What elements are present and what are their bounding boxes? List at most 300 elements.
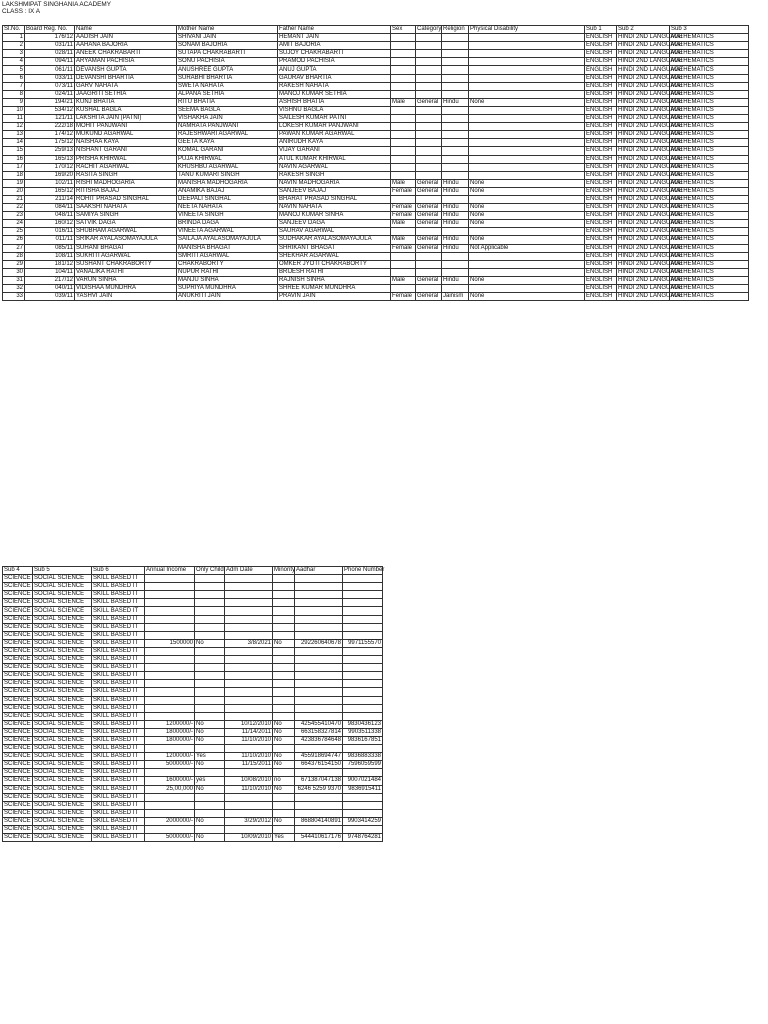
cell-sub-1: ENGLISH: [585, 106, 617, 114]
cell-sex: [391, 50, 416, 58]
cell-sex: Male: [391, 98, 416, 106]
cell-physical-disability: [469, 123, 585, 131]
class-label: CLASS : IX A: [2, 8, 41, 15]
table-row: [3, 696, 383, 704]
cell-physical-disability: None: [469, 236, 585, 244]
cell-father-name: OMKER JYOTI CHAKRABORTY: [278, 260, 391, 268]
table-row: [3, 276, 749, 284]
cell-minority: [273, 745, 295, 753]
cell-mother-name: RITU BHATIA: [177, 98, 278, 106]
cell-minority: [273, 623, 295, 631]
table-header-row: [3, 26, 749, 34]
cell-category: [416, 163, 442, 171]
cell-sex: Female: [391, 293, 416, 301]
cell-mother-name: VINEETA SINGH: [177, 212, 278, 220]
cell-adm-date: [225, 801, 273, 809]
cell-sub-6: SKILL BASED IT: [92, 591, 145, 599]
cell-sub-5: SOCIAL SCIENCE: [33, 583, 92, 591]
cell-annual-income: [145, 583, 195, 591]
cell-sub-4: SCIENCE: [4, 801, 31, 808]
table-row: [3, 817, 383, 825]
cell-sl-no: 13: [3, 131, 25, 139]
cell-sex: [391, 252, 416, 260]
cell-sex: [391, 195, 416, 203]
cell-religion: [442, 195, 469, 203]
cell-minority: No: [273, 753, 295, 761]
cell-category: [416, 131, 442, 139]
cell-sub-2: HINDI 2ND LANGUAGE: [618, 260, 684, 267]
cell-category: General: [416, 220, 442, 228]
cell-sub-5: SOCIAL SCIENCE: [33, 704, 92, 712]
cell-sl-no: 9: [3, 98, 25, 106]
cell-sex: Male: [391, 179, 416, 187]
cell-minority: [273, 793, 295, 801]
cell-sex: [391, 58, 416, 66]
cell-sub-5: SOCIAL SCIENCE: [33, 631, 92, 639]
cell-physical-disability: [469, 74, 585, 82]
cell-sub-2: HINDI 2ND LANGUAGE: [618, 155, 684, 162]
cell-physical-disability: [469, 252, 585, 260]
cell-board-reg-no: 040/11: [25, 285, 75, 293]
cell-physical-disability: [469, 106, 585, 114]
table-row: [3, 623, 383, 631]
cell-sub-2: HINDI 2ND LANGUAGE: [618, 106, 684, 113]
table-row: [3, 34, 749, 42]
table-row: [3, 761, 383, 769]
cell-sub-4: SCIENCE: [4, 753, 31, 760]
cell-father-name: VISHNU BAGLA: [278, 106, 391, 114]
table-row: [3, 785, 383, 793]
table-row: [3, 583, 383, 591]
table-row: [3, 656, 383, 664]
cell-mother-name: VISHAKHA JAIN: [177, 115, 278, 123]
cell-name: PRISHA KHIRWAL: [75, 155, 177, 163]
table-row: [3, 712, 383, 720]
table-row: [3, 58, 749, 66]
cell-name: SAMIYA SINGH: [75, 212, 177, 220]
cell-phone-number: 9971155570: [343, 639, 383, 647]
cell-religion: [442, 90, 469, 98]
cell-phone-number: 9830436123: [343, 720, 383, 728]
cell-sex: Male: [391, 236, 416, 244]
cell-category: General: [416, 187, 442, 195]
cell-sub-2: HINDI 2ND LANGUAGE: [618, 90, 684, 97]
cell-board-reg-no: 028/11: [25, 50, 75, 58]
cell-only-child: yes: [195, 777, 225, 785]
cell-name: DEVANSHI BHARTIA: [75, 74, 177, 82]
cell-mother-name: SHIVANI JAIN: [177, 34, 278, 42]
column-header-adm-date: Adm Date: [225, 567, 273, 575]
cell-sub-3: MATHEMATICS: [670, 179, 749, 187]
cell-sl-no: 31: [3, 276, 25, 284]
cell-sub-4: SCIENCE: [4, 826, 31, 833]
cell-only-child: [195, 631, 225, 639]
cell-category: [416, 228, 442, 236]
cell-sex: [391, 90, 416, 98]
cell-minority: No: [273, 720, 295, 728]
cell-aadhar: [295, 607, 343, 615]
cell-religion: [442, 58, 469, 66]
cell-aadhar: [295, 769, 343, 777]
cell-mother-name: SUPRIYA MUNDHRA: [177, 285, 278, 293]
cell-adm-date: 11/10/2010: [225, 736, 273, 744]
cell-aadhar: [295, 631, 343, 639]
cell-religion: Hindu: [442, 244, 469, 252]
cell-father-name: RAKESH SINGH: [278, 171, 391, 179]
cell-only-child: [195, 696, 225, 704]
cell-board-reg-no: 181/12: [25, 260, 75, 268]
cell-minority: No: [273, 639, 295, 647]
cell-category: [416, 82, 442, 90]
cell-father-name: PAWAN KUMAR AGARWAL: [278, 131, 391, 139]
cell-adm-date: 10/12/2010: [225, 720, 273, 728]
cell-category: [416, 268, 442, 276]
cell-annual-income: [145, 826, 195, 834]
cell-only-child: No: [195, 639, 225, 647]
cell-board-reg-no: 094/11: [25, 58, 75, 66]
cell-sub-4: SCIENCE: [4, 656, 31, 663]
cell-sub-4: SCIENCE: [4, 745, 31, 752]
cell-sub-5: SOCIAL SCIENCE: [33, 664, 92, 672]
cell-sub-5: SOCIAL SCIENCE: [33, 777, 92, 785]
cell-minority: [273, 591, 295, 599]
cell-sub-1: ENGLISH: [585, 171, 617, 179]
cell-annual-income: [145, 623, 195, 631]
cell-sub-4: SCIENCE: [4, 809, 31, 816]
cell-sub-5: SOCIAL SCIENCE: [33, 712, 92, 720]
cell-board-reg-no: 031/11: [25, 42, 75, 50]
cell-sub-2: HINDI 2ND LANGUAGE: [618, 204, 684, 211]
cell-only-child: [195, 575, 225, 583]
cell-board-reg-no: 085/11: [25, 244, 75, 252]
column-header-sl-no: Sl.No.: [3, 26, 25, 34]
cell-sub-3: MATHEMATICS: [670, 163, 749, 171]
cell-board-reg-no: 102/11: [25, 179, 75, 187]
cell-father-name: SAURAV AGARWAL: [278, 228, 391, 236]
cell-category: General: [416, 179, 442, 187]
cell-sub-5: SOCIAL SCIENCE: [33, 736, 92, 744]
cell-sl-no: 32: [3, 285, 25, 293]
cell-sex: [391, 74, 416, 82]
cell-sub-4: SCIENCE: [4, 688, 31, 695]
cell-category: [416, 66, 442, 74]
cell-sub-5: SOCIAL SCIENCE: [33, 785, 92, 793]
cell-minority: [273, 801, 295, 809]
cell-board-reg-no: 165/13: [25, 155, 75, 163]
cell-aadhar: 425455410470: [295, 720, 343, 728]
cell-sl-no: 26: [3, 236, 25, 244]
column-header-aadhar: Aadhar: [295, 567, 343, 575]
cell-adm-date: 11/14/2011: [225, 728, 273, 736]
cell-only-child: [195, 745, 225, 753]
table-row: [3, 228, 749, 236]
cell-sub-4: SCIENCE: [4, 607, 31, 614]
cell-adm-date: 3/29/2012: [225, 817, 273, 825]
cell-mother-name: NEETA NAHATA: [177, 204, 278, 212]
table-row: [3, 66, 749, 74]
cell-name: GARV NAHATA: [75, 82, 177, 90]
cell-sub-2: HINDI 2ND LANGUAGE: [618, 42, 684, 49]
cell-sub-1: ENGLISH: [585, 293, 617, 301]
cell-sub-1: ENGLISH: [585, 82, 617, 90]
cell-mother-name: NAMRATA PANJWANI: [177, 123, 278, 131]
cell-sub-6: SKILL BASED IT: [92, 688, 145, 696]
cell-category: [416, 74, 442, 82]
cell-minority: [273, 712, 295, 720]
cell-annual-income: 1200000/-: [145, 753, 195, 761]
cell-sl-no: 4: [3, 58, 25, 66]
cell-adm-date: [225, 696, 273, 704]
table-row: [3, 131, 749, 139]
cell-sex: [391, 285, 416, 293]
cell-sub-2: HINDI 2ND LANGUAGE: [618, 34, 684, 41]
cell-sub-6: SKILL BASED IT: [92, 769, 145, 777]
cell-physical-disability: [469, 228, 585, 236]
cell-phone-number: [343, 575, 383, 583]
cell-sl-no: 16: [3, 155, 25, 163]
cell-annual-income: [145, 591, 195, 599]
cell-religion: [442, 163, 469, 171]
table-row: [3, 106, 749, 114]
cell-sub-5: SOCIAL SCIENCE: [33, 672, 92, 680]
cell-board-reg-no: 534/12: [25, 106, 75, 114]
cell-adm-date: [225, 809, 273, 817]
cell-sub-6: SKILL BASED IT: [92, 817, 145, 825]
column-header-annual-income: Annual Income: [145, 567, 195, 575]
table-row: [3, 834, 383, 842]
cell-board-reg-no: 176/12: [25, 34, 75, 42]
cell-sl-no: 8: [3, 90, 25, 98]
cell-adm-date: 11/15/2011: [225, 761, 273, 769]
cell-physical-disability: [469, 131, 585, 139]
cell-sub-5: SOCIAL SCIENCE: [33, 647, 92, 655]
cell-phone-number: [343, 680, 383, 688]
cell-category: General: [416, 98, 442, 106]
table-row: [3, 204, 749, 212]
cell-sub-4: SCIENCE: [4, 664, 31, 671]
cell-name: RACHIT AGARWAL: [75, 163, 177, 171]
cell-physical-disability: [469, 195, 585, 203]
cell-sub-3: MATHEMATICS: [670, 285, 749, 293]
cell-only-child: [195, 607, 225, 615]
cell-religion: [442, 131, 469, 139]
cell-aadhar: [295, 801, 343, 809]
cell-religion: [442, 228, 469, 236]
cell-only-child: No: [195, 834, 225, 842]
column-header-board-reg-no: Board Reg. No.: [25, 26, 75, 34]
cell-board-reg-no: 175/12: [25, 139, 75, 147]
cell-sub-5: SOCIAL SCIENCE: [33, 599, 92, 607]
table-row: [3, 90, 749, 98]
cell-sex: [391, 34, 416, 42]
cell-name: SHUBHAM AGARWAL: [75, 228, 177, 236]
cell-phone-number: [343, 599, 383, 607]
cell-sub-4: SCIENCE: [4, 785, 31, 792]
cell-mother-name: MANJU SINHA: [177, 276, 278, 284]
cell-physical-disability: None: [469, 187, 585, 195]
cell-board-reg-no: 160/12: [25, 220, 75, 228]
cell-name: SUKRITI AGARWAL: [75, 252, 177, 260]
cell-minority: no: [273, 777, 295, 785]
cell-physical-disability: [469, 50, 585, 58]
cell-only-child: [195, 599, 225, 607]
cell-board-reg-no: 222/18: [25, 123, 75, 131]
cell-sub-1: ENGLISH: [585, 228, 617, 236]
table-row: [3, 631, 383, 639]
cell-father-name: RAKESH NAHATA: [278, 82, 391, 90]
table-row: [3, 793, 383, 801]
cell-annual-income: [145, 769, 195, 777]
cell-sub-3: MATHEMATICS: [670, 82, 749, 90]
cell-sub-6: SKILL BASED IT: [92, 736, 145, 744]
cell-board-reg-no: 024/11: [25, 90, 75, 98]
cell-only-child: [195, 623, 225, 631]
cell-father-name: VIJAY GARANI: [278, 147, 391, 155]
cell-sub-1: ENGLISH: [585, 155, 617, 163]
column-header-sub-3: Sub 3: [670, 26, 749, 34]
cell-mother-name: VINEETA AGARWAL: [177, 228, 278, 236]
cell-sub-1: ENGLISH: [585, 212, 617, 220]
cell-sub-2: HINDI 2ND LANGUAGE: [618, 163, 684, 170]
cell-sex: [391, 139, 416, 147]
cell-annual-income: [145, 656, 195, 664]
cell-father-name: SANJEEV DAGA: [278, 220, 391, 228]
cell-sub-1: ENGLISH: [585, 187, 617, 195]
cell-sub-1: ENGLISH: [585, 244, 617, 252]
cell-annual-income: 5000000/-: [145, 834, 195, 842]
cell-father-name: LOKESH KUMAR PANJWANI: [278, 123, 391, 131]
cell-physical-disability: None: [469, 204, 585, 212]
cell-annual-income: 1500000: [145, 639, 195, 647]
cell-name: LAKSHITA JAIN (PATNI): [75, 115, 177, 123]
cell-physical-disability: [469, 34, 585, 42]
table-row: [3, 115, 749, 123]
cell-sub-1: ENGLISH: [585, 115, 617, 123]
cell-sub-4: SCIENCE: [4, 631, 31, 638]
cell-sub-3: MATHEMATICS: [670, 66, 749, 74]
cell-physical-disability: [469, 147, 585, 155]
cell-father-name: PRAVIN JAIN: [278, 293, 391, 301]
cell-sub-4: SCIENCE: [4, 777, 31, 784]
cell-religion: [442, 147, 469, 155]
cell-sub-3: MATHEMATICS: [670, 106, 749, 114]
cell-name: MOHIT PANJWANI: [75, 123, 177, 131]
cell-aadhar: [295, 591, 343, 599]
cell-sex: [391, 268, 416, 276]
cell-sub-2: HINDI 2ND LANGUAGE: [618, 293, 684, 300]
cell-physical-disability: [469, 171, 585, 179]
table-row: [3, 615, 383, 623]
cell-mother-name: GEETA KAYA: [177, 139, 278, 147]
cell-only-child: No: [195, 728, 225, 736]
cell-phone-number: 9836167851: [343, 736, 383, 744]
column-header-category: Category: [417, 26, 442, 33]
cell-board-reg-no: 048/11: [25, 212, 75, 220]
cell-name: MUKUND AGARWAL: [75, 131, 177, 139]
cell-sub-4: SCIENCE: [4, 737, 31, 744]
cell-sub-3: MATHEMATICS: [670, 195, 749, 203]
cell-sub-2: HINDI 2ND LANGUAGE: [618, 285, 684, 292]
cell-aadhar: [295, 583, 343, 591]
cell-minority: Yes: [273, 834, 295, 842]
cell-name: RASITA SINGH: [75, 171, 177, 179]
cell-religion: [442, 139, 469, 147]
cell-physical-disability: [469, 66, 585, 74]
cell-only-child: [195, 583, 225, 591]
cell-mother-name: PUJA KHIRWAL: [177, 155, 278, 163]
cell-physical-disability: None: [469, 212, 585, 220]
cell-sub-4: SCIENCE: [4, 712, 31, 719]
cell-mother-name: ANUKRITI JAIN: [177, 293, 278, 301]
cell-sub-6: SKILL BASED IT: [92, 704, 145, 712]
cell-annual-income: [145, 793, 195, 801]
cell-sl-no: 20: [3, 187, 25, 195]
cell-minority: No: [273, 817, 295, 825]
cell-religion: [442, 74, 469, 82]
cell-father-name: SHREE KUMAR MUNDHRA: [278, 285, 391, 293]
cell-category: [416, 34, 442, 42]
cell-name: VANALIKA RATHI: [75, 268, 177, 276]
cell-sub-6: SKILL BASED IT: [92, 647, 145, 655]
cell-sub-3: MATHEMATICS: [670, 42, 749, 50]
cell-sl-no: 11: [3, 115, 25, 123]
cell-phone-number: [343, 623, 383, 631]
cell-board-reg-no: 033/11: [25, 74, 75, 82]
cell-sl-no: 24: [3, 220, 25, 228]
cell-physical-disability: [469, 163, 585, 171]
cell-father-name: ANUJ GUPTA: [278, 66, 391, 74]
cell-minority: No: [273, 761, 295, 769]
cell-adm-date: [225, 575, 273, 583]
cell-minority: No: [273, 728, 295, 736]
cell-sub-2: HINDI 2ND LANGUAGE: [618, 82, 684, 89]
cell-mother-name: ANAMIKA BAJAJ: [177, 187, 278, 195]
cell-name: AAHANA BAJORIA: [75, 42, 177, 50]
cell-mother-name: SURABHI BHARTIA: [177, 74, 278, 82]
cell-adm-date: [225, 769, 273, 777]
cell-board-reg-no: 174/12: [25, 131, 75, 139]
cell-name: JAAGRITI SETHIA: [75, 90, 177, 98]
column-header-only-child: Only Child: [196, 567, 224, 574]
cell-only-child: [195, 809, 225, 817]
cell-mother-name: ALPANA SETHIA: [177, 90, 278, 98]
cell-aadhar: [295, 680, 343, 688]
table-row: [3, 171, 749, 179]
cell-annual-income: [145, 704, 195, 712]
cell-category: [416, 58, 442, 66]
cell-physical-disability: [469, 115, 585, 123]
cell-sub-2: HINDI 2ND LANGUAGE: [618, 268, 684, 275]
cell-phone-number: [343, 656, 383, 664]
column-header-physical-disability: Physical Disability: [469, 26, 585, 34]
cell-board-reg-no: 104/11: [25, 268, 75, 276]
cell-category: General: [416, 236, 442, 244]
cell-religion: Hindu: [442, 220, 469, 228]
cell-minority: No: [273, 736, 295, 744]
cell-phone-number: 9836883338: [343, 753, 383, 761]
cell-only-child: No: [195, 736, 225, 744]
cell-sl-no: 29: [3, 260, 25, 268]
cell-sub-5: SOCIAL SCIENCE: [33, 809, 92, 817]
cell-category: [416, 139, 442, 147]
table-row: [3, 252, 749, 260]
cell-mother-name: RAJESHWARI AGARWAL: [177, 131, 278, 139]
cell-annual-income: [145, 696, 195, 704]
cell-sex: Female: [391, 212, 416, 220]
cell-phone-number: [343, 809, 383, 817]
cell-board-reg-no: 121/11: [25, 115, 75, 123]
cell-father-name: RAJNISH SINHA: [278, 276, 391, 284]
